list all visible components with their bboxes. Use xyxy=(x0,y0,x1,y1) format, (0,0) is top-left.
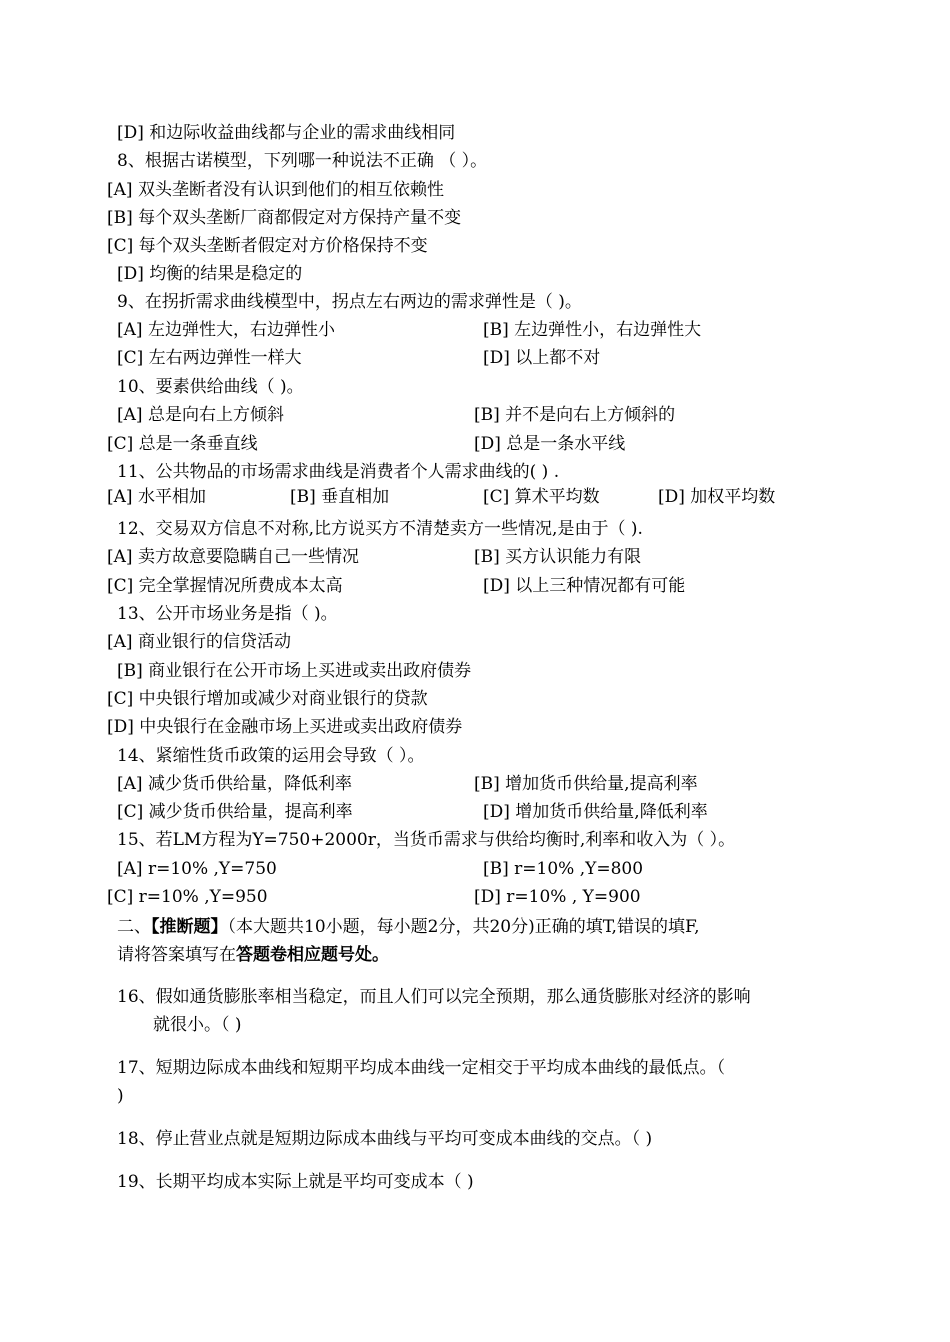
q9-option-d: [D] 以上都不对 xyxy=(483,348,601,368)
answer-location: 答题卷相应题号处。 xyxy=(236,945,389,965)
section-two-instructions-line2 xyxy=(117,943,389,967)
q11-option-c: [C] 算术平均数 xyxy=(483,487,600,507)
q14-option-a: [A] 减少货币供给量，降低利率 xyxy=(117,774,352,794)
q11-question: 11、公共物品的市场需求曲线是消费者个人需求曲线的( ) . xyxy=(117,462,560,482)
q13-option-c: [C] 中央银行增加或减少对商业银行的贷款 xyxy=(107,689,428,709)
answer-instruction-prefix: 请将答案填写在 xyxy=(117,945,236,965)
q13-option-b: [B] 商业银行在公开市场上买进或卖出政府债券 xyxy=(117,661,472,681)
q10-option-d: [D] 总是一条水平线 xyxy=(474,434,626,454)
q12-option-a: [A] 卖方故意要隐瞒自己一些情况 xyxy=(107,547,359,567)
section-number: 二、 xyxy=(117,917,151,937)
q13-option-d: [D] 中央银行在金融市场上买进或卖出政府债券 xyxy=(107,717,463,737)
q14-question: 14、紧缩性货币政策的运用会导致（ ）。 xyxy=(117,746,425,766)
q9-option-c: [C] 左右两边弹性一样大 xyxy=(117,348,302,368)
q12-option-c: [C] 完全掌握情况所费成本太高 xyxy=(107,576,343,596)
q10-question: 10、要素供给曲线（ )。 xyxy=(117,377,304,397)
q10-option-b: [B] 并不是向右上方倾斜的 xyxy=(474,405,676,425)
q16-question: 16、假如通货膨胀率相当稳定，而且人们可以完全预期，那么通货膨胀对经济的影响 xyxy=(117,987,751,1007)
q7-option-d: [D] 和边际收益曲线都与企业的需求曲线相同 xyxy=(117,123,456,143)
q8-option-b: [B] 每个双头垄断厂商都假定对方保持产量不变 xyxy=(107,208,462,228)
q15-option-b: [B] r=10% ,Y=800 xyxy=(483,859,644,879)
q13-option-a: [A] 商业银行的信贷活动 xyxy=(107,632,291,652)
q8-option-c: [C] 每个双头垄断者假定对方价格保持不变 xyxy=(107,236,428,256)
q9-question: 9、在拐折需求曲线模型中，拐点左右两边的需求弹性是（ )。 xyxy=(117,292,582,312)
q9-option-b: [B] 左边弹性小，右边弹性大 xyxy=(483,320,702,340)
q15-question: 15、若LM方程为Y=750+2000r，当货币需求与供给均衡时,利率和收入为（ ）。 xyxy=(117,830,736,850)
q17-question-continued: ) xyxy=(117,1086,124,1106)
q8-option-d: [D] 均衡的结果是稳定的 xyxy=(117,264,303,284)
q12-question: 12、交易双方信息不对称,比方说买方不清楚卖方一些情况,是由于（ ). xyxy=(117,519,643,539)
q11-option-b: [B] 垂直相加 xyxy=(290,487,390,507)
q12-option-d: [D] 以上三种情况都有可能 xyxy=(483,576,686,596)
q11-option-d: [D] 加权平均数 xyxy=(658,487,776,507)
q12-option-b: [B] 买方认识能力有限 xyxy=(474,547,642,567)
q16-question-continued: 就很小。（ ) xyxy=(153,1015,242,1035)
q13-question: 13、公开市场业务是指（ )。 xyxy=(117,604,338,624)
q8-question: 8、根据古诺模型，下列哪一种说法不正确 （ ）。 xyxy=(117,151,488,171)
q8-option-a: [A] 双头垄断者没有认识到他们的相互依赖性 xyxy=(107,180,444,200)
q19-question: 19、长期平均成本实际上就是平均可变成本（ ) xyxy=(117,1172,474,1192)
q15-option-c: [C] r=10% ,Y=950 xyxy=(107,887,268,907)
q9-option-a: [A] 左边弹性大，右边弹性小 xyxy=(117,320,335,340)
q10-option-a: [A] 总是向右上方倾斜 xyxy=(117,405,284,425)
q11-option-a: [A] 水平相加 xyxy=(107,487,206,507)
q14-option-c: [C] 减少货币供给量，提高利率 xyxy=(117,802,353,822)
q15-option-d: [D] r=10% , Y=900 xyxy=(474,887,641,907)
q17-question: 17、短期边际成本曲线和短期平均成本曲线一定相交于平均成本曲线的最低点。（ xyxy=(117,1058,726,1078)
section-instructions: （本大题共10小题，每小题2分，共20分)正确的填T,错误的填F, xyxy=(227,917,700,937)
q18-question: 18、停止营业点就是短期边际成本曲线与平均可变成本曲线的交点。（ ) xyxy=(117,1129,653,1149)
q14-option-b: [B] 增加货币供给量,提高利率 xyxy=(474,774,698,794)
q15-option-a: [A] r=10% ,Y=750 xyxy=(117,859,277,879)
q10-option-c: [C] 总是一条垂直线 xyxy=(107,434,258,454)
section-two-heading xyxy=(117,915,700,939)
q14-option-d: [D] 增加货币供给量,降低利率 xyxy=(483,802,708,822)
section-title: 【推断题】 xyxy=(151,917,228,937)
